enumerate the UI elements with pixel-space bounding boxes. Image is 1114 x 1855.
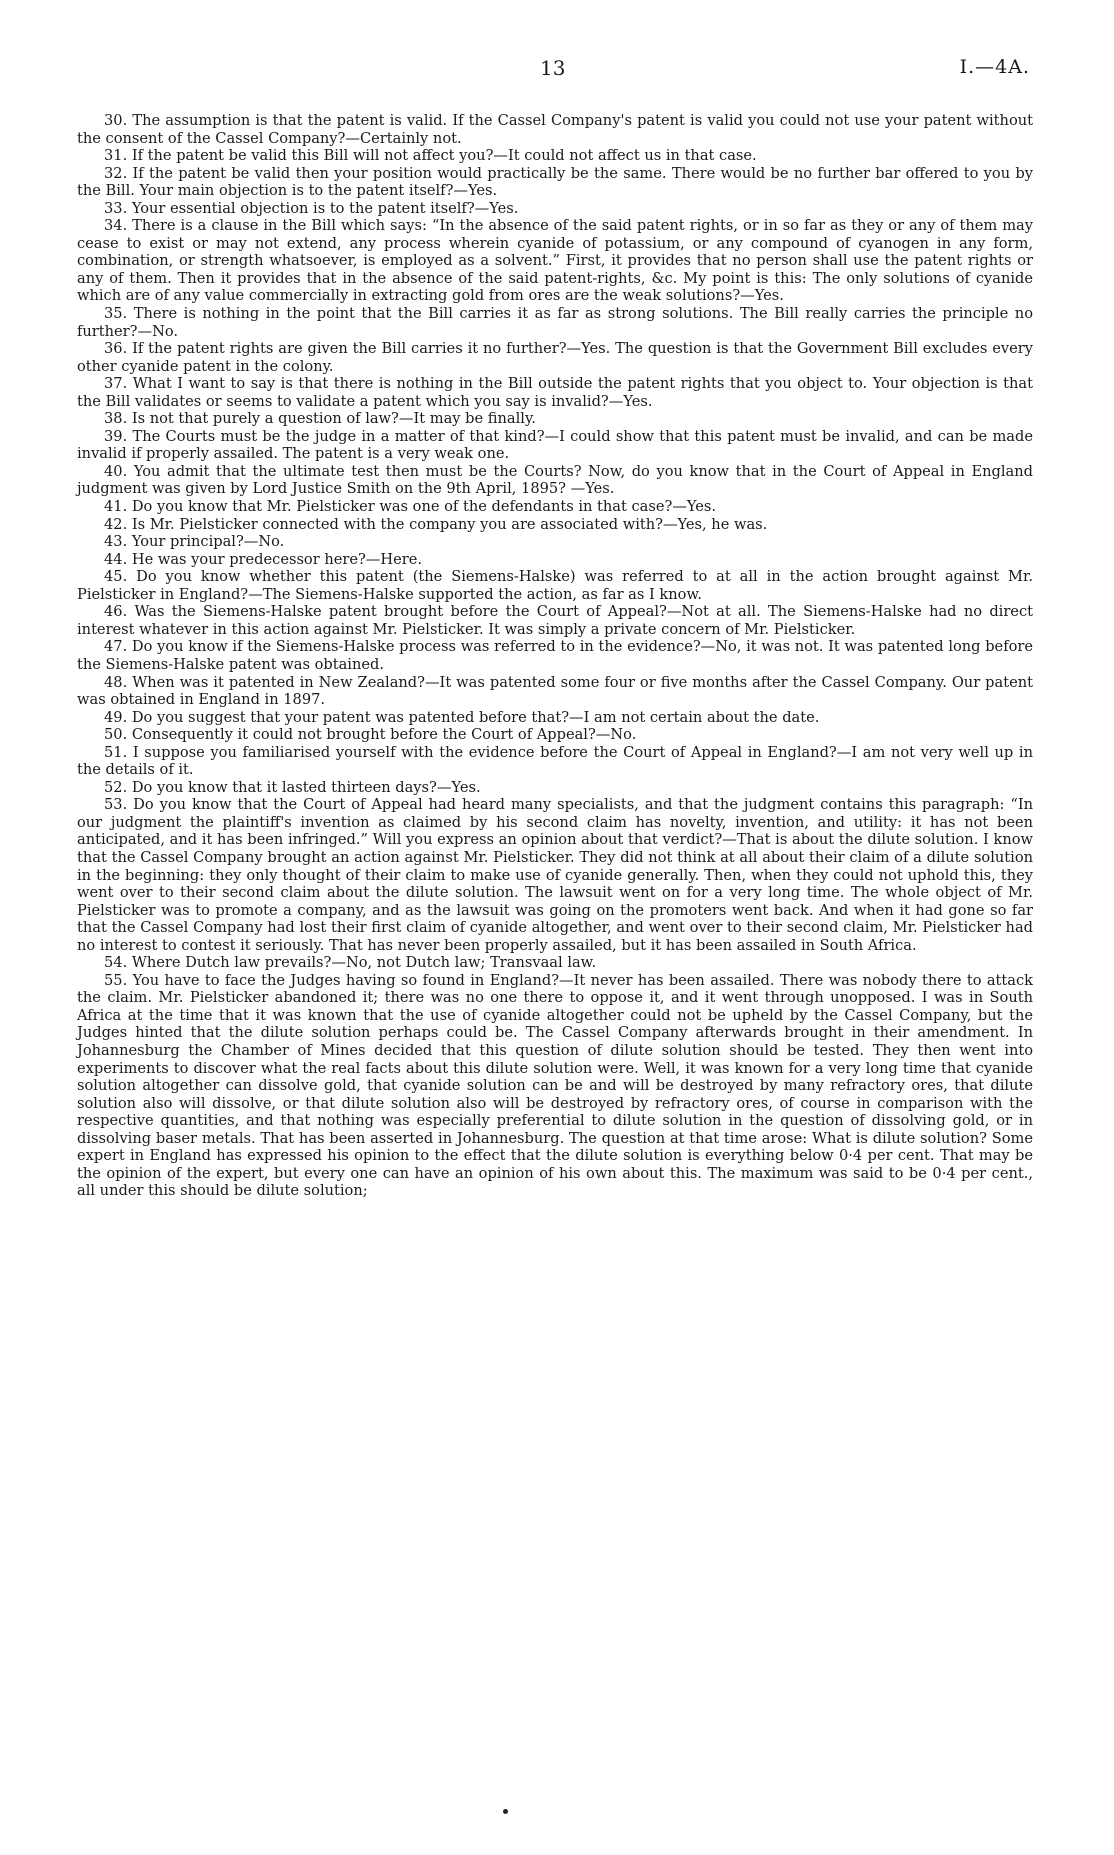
page-body bbox=[77, 112, 1033, 1200]
paragraph-49: 49. Do you suggest that your patent was patented before that?—I am not certain about the date. bbox=[104, 708, 820, 726]
paragraph-54: 54. Where Dutch law prevails?—No, not Dutch law; Transvaal law. bbox=[104, 954, 597, 972]
paragraph-41: 41. Do you know that Mr. Pielsticker was one of the defendants in that case?—Yes. bbox=[104, 498, 717, 516]
page-mark-dot bbox=[503, 1809, 508, 1814]
paragraph-32: 32. If the patent be valid then your position would practically be the same. There would be no further bar offered to you by the Bill. Your main objection is to the patent itself?—Yes. bbox=[77, 164, 1033, 200]
paragraph-45: 45. Do you know whether this patent (the Siemens-Halske) was referred to at all in the action brought against Mr. Pielsticker in England?—The Siemens-Halske supported the action, as far as I know. bbox=[77, 568, 1033, 603]
paragraph-42: 42. Is Mr. Pielsticker connected with the company you are associated with?—Yes, he was. bbox=[104, 515, 768, 533]
paragraph-31: 31. If the patent be valid this Bill will not affect you?—It could not affect us in that case. bbox=[104, 147, 757, 165]
paragraph-34: 34. There is a clause in the Bill which says: “In the absence of the said patent rights, or in so far as they or any of them may cease to exist or may not extend, any process wherein cyanide of potassium, or any compound of cyanogen in any form, combination, or strength whatsoever, is employed as a solvent.” First, it provides that no person shall use the patent rights or any of them. Then it provides that in the absence of the said patent-rights, &c. My point is this: The only solutions of cyanide which are of any value commercially in extracting gold from ores are the weak solutions?—Yes. bbox=[77, 217, 1033, 305]
paragraph-53: 53. Do you know that the Court of Appeal had heard many specialists, and that the judgment contains this paragraph: “In our judgment the plaintiff's invention as claimed by his second claim has novelty, invention, and utility: it has not been anticipated, and it has been infringed.” Will you express an opinion about that verdict?—That is about the dilute solution. I know that the Cassel Company brought an action against Mr. Pielsticker. They did not think at all about their claim of a dilute solution in the beginning: they only thought of their claim to make use of cyanide generally. Then, when they could not uphold this, they went over to their second claim about the dilute solution. The lawsuit went on for a very long time. The whole object of Mr. Pielsticker was to promote a company, and as the lawsuit was going on the promoters went back. And when it had gone so far that the Cassel Company had lost their first claim of cyanide altogether, and went over to their second claim, Mr. Pielsticker had no interest to contest it seriously. That has never been properly assailed, but it has been assailed in South Africa. bbox=[77, 796, 1033, 954]
paragraph-50: 50. Consequently it could not brought before the Court of Appeal?—No. bbox=[104, 726, 637, 744]
paragraph-52: 52. Do you know that it lasted thirteen days?—Yes. bbox=[104, 778, 481, 796]
paragraph-37: 37. What I want to say is that there is nothing in the Bill outside the patent rights that you object to. Your objection is that the Bill validates or seems to validate a patent which you say is invalid?—Yes. bbox=[77, 375, 1033, 410]
paragraph-39: 39. The Courts must be the judge in a matter of that kind?—I could show that this patent must be invalid, and can be made invalid if properly assailed. The patent is a very weak one. bbox=[77, 427, 1033, 463]
paragraph-44: 44. He was your predecessor here?—Here. bbox=[104, 550, 423, 568]
page-header bbox=[0, 56, 1114, 86]
paragraph-30: 30. The assumption is that the patent is valid. If the Cassel Company's patent is valid you could not use your patent without the consent of the Cassel Company?—Certainly not. bbox=[77, 112, 1033, 147]
paragraph-36: 36. If the patent rights are given the Bill carries it no further?—Yes. The question is that the Government Bill excludes every other cyanide patent in the colony. bbox=[77, 340, 1033, 375]
paragraph-55: 55. You have to face the Judges having so found in England?—It never has been assailed. There was nobody there to attack the claim. Mr. Pielsticker abandoned it; there was no one there to oppose it, and it went through unopposed. I was in South Africa at the time that it was known that the use of cyanide altogether could not be upheld by the Cassel Company, but the Judges hinted that the dilute solution perhaps could be. The Cassel Company afterwards brought in their amendment. In Johannesburg the Chamber of Mines decided that this question of dilute solution should be tested. They then went into experiments to discover what the real facts about this dilute solution were. Well, it was known for a very long time that cyanide solution altogether can dissolve gold, that cyanide solution can be and will be destroyed by many refractory ores, that dilute solution also will dissolve, or that dilute solution also will be destroyed by refractory ores, of course in comparison with the respective quantities, and that nothing was especially preferential to dilute solution in the question of dissolving gold, or in dissolving baser metals. That has been asserted in Johannesburg. The question at that time arose: What is dilute solution? Some expert in England has expressed his opinion to the effect that the dilute solution is everything below 0·4 per cent. That may be the opinion of the expert, but every one can have an opinion of his own about this. The maximum was said to be 0·4 per cent., all under this should be dilute solution; bbox=[77, 971, 1033, 1200]
paragraph-40: 40. You admit that the ultimate test then must be the Courts? Now, do you know that in the Court of Appeal in England judgment was given by Lord Justice Smith on the 9th April, 1895? —Yes. bbox=[77, 462, 1033, 498]
paragraph-48: 48. When was it patented in New Zealand?—It was patented some four or five months after the Cassel Company. Our patent was obtained in England in 1897. bbox=[77, 673, 1033, 709]
paragraph-51: 51. I suppose you familiarised yourself with the evidence before the Court of Appeal in England?—I am not very well up in the details of it. bbox=[77, 743, 1033, 779]
page-reference: I.—4A. bbox=[959, 56, 1030, 78]
paragraph-33: 33. Your essential objection is to the patent itself?—Yes. bbox=[104, 199, 519, 217]
paragraph-43: 43. Your principal?—No. bbox=[104, 533, 285, 551]
page-number: 13 bbox=[540, 56, 566, 80]
paragraph-46: 46. Was the Siemens-Halske patent brought before the Court of Appeal?—Not at all. The Siemens-Halske had no direct interest whatever in this action against Mr. Pielsticker. It was simply a private concern of Mr. Pielsticker. bbox=[77, 603, 1033, 638]
paragraph-38: 38. Is not that purely a question of law?—It may be finally. bbox=[104, 410, 536, 428]
paragraph-35: 35. There is nothing in the point that the Bill carries it as far as strong solutions. The Bill really carries the principle no further?—No. bbox=[77, 305, 1033, 340]
paragraph-47: 47. Do you know if the Siemens-Halske process was referred to in the evidence?—No, it was not. It was patented long before the Siemens-Halske patent was obtained. bbox=[77, 638, 1033, 673]
